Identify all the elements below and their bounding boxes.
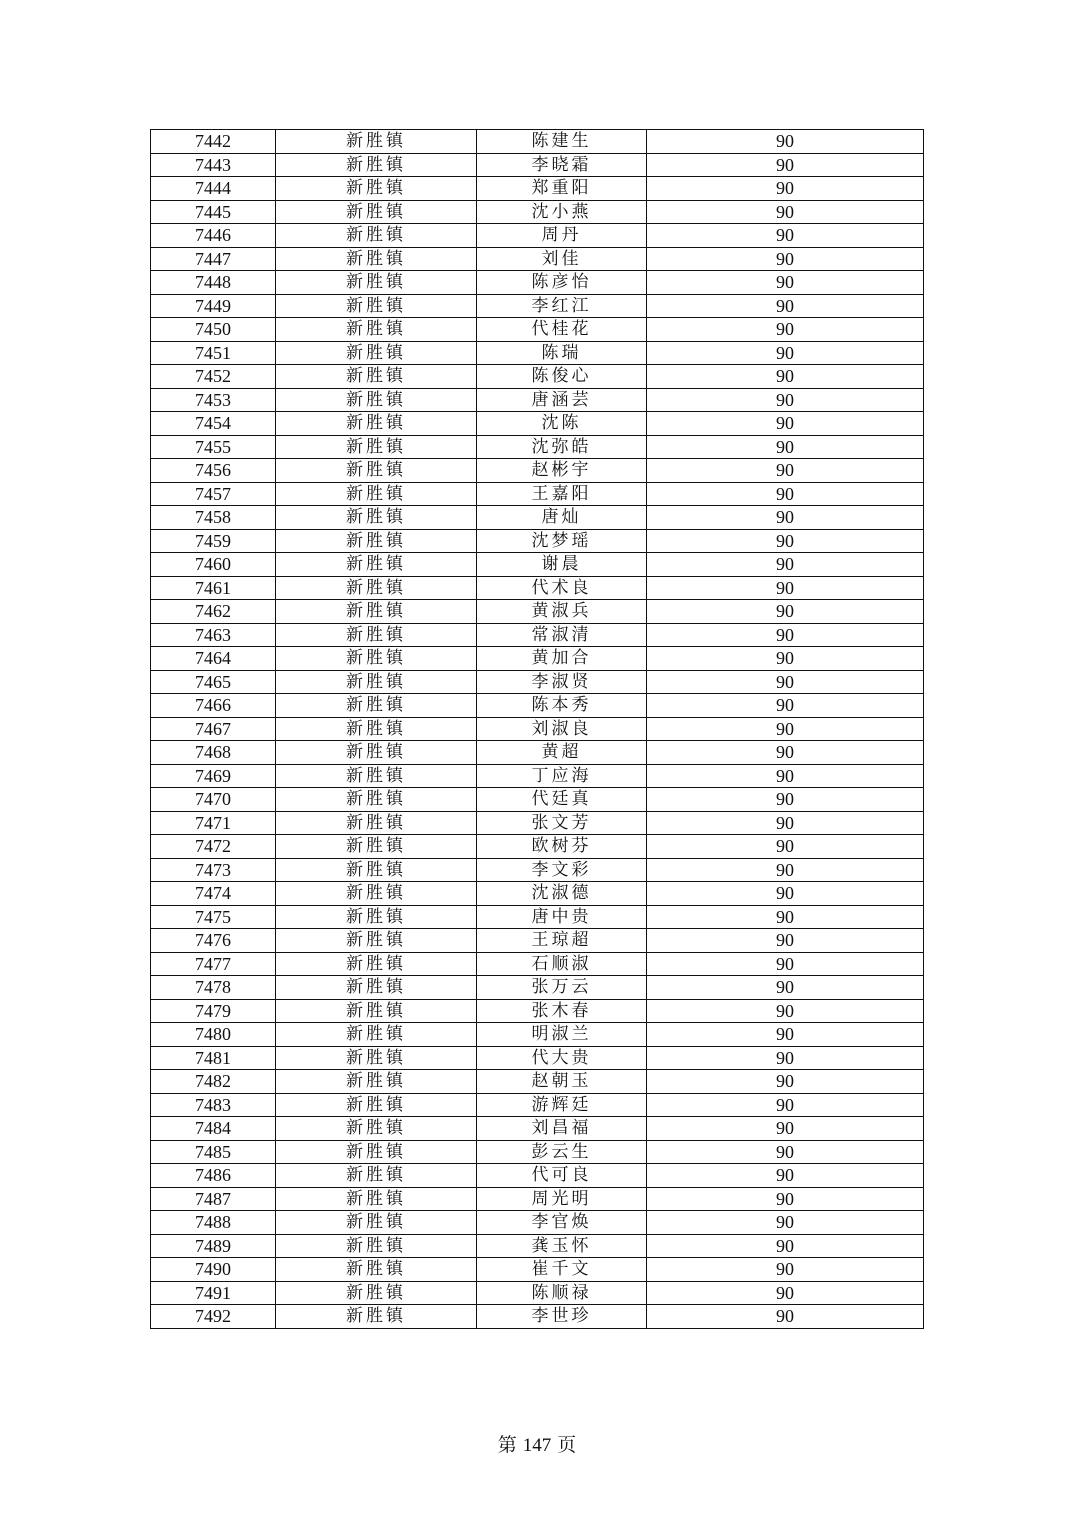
value-cell: 90 xyxy=(647,529,924,553)
row-number-cell: 7443 xyxy=(151,153,276,177)
town-cell: 新胜镇 xyxy=(276,976,477,1000)
value-cell: 90 xyxy=(647,435,924,459)
name-cell: 代大贵 xyxy=(477,1046,647,1070)
name-cell: 张文芳 xyxy=(477,811,647,835)
town-cell: 新胜镇 xyxy=(276,1046,477,1070)
table-row xyxy=(151,882,924,906)
table-row xyxy=(151,600,924,624)
row-number-cell: 7465 xyxy=(151,670,276,694)
town-cell: 新胜镇 xyxy=(276,224,477,248)
row-number-cell: 7490 xyxy=(151,1258,276,1282)
name-cell: 赵彬宇 xyxy=(477,459,647,483)
name-cell: 沈弥皓 xyxy=(477,435,647,459)
name-cell: 代可良 xyxy=(477,1164,647,1188)
row-number-cell: 7452 xyxy=(151,365,276,389)
name-cell: 张木春 xyxy=(477,999,647,1023)
row-number-cell: 7453 xyxy=(151,388,276,412)
value-cell: 90 xyxy=(647,200,924,224)
town-cell: 新胜镇 xyxy=(276,623,477,647)
town-cell: 新胜镇 xyxy=(276,1140,477,1164)
row-number-cell: 7449 xyxy=(151,294,276,318)
name-cell: 代廷真 xyxy=(477,788,647,812)
town-cell: 新胜镇 xyxy=(276,153,477,177)
value-cell: 90 xyxy=(647,271,924,295)
value-cell: 90 xyxy=(647,1093,924,1117)
value-cell: 90 xyxy=(647,412,924,436)
row-number-cell: 7467 xyxy=(151,717,276,741)
town-cell: 新胜镇 xyxy=(276,1211,477,1235)
name-cell: 李红江 xyxy=(477,294,647,318)
value-cell: 90 xyxy=(647,1187,924,1211)
table-row xyxy=(151,623,924,647)
name-cell: 唐中贵 xyxy=(477,905,647,929)
town-cell: 新胜镇 xyxy=(276,365,477,389)
table-row xyxy=(151,1164,924,1188)
town-cell: 新胜镇 xyxy=(276,553,477,577)
page-number: 147 xyxy=(522,1435,552,1456)
row-number-cell: 7469 xyxy=(151,764,276,788)
row-number-cell: 7445 xyxy=(151,200,276,224)
row-number-cell: 7444 xyxy=(151,177,276,201)
table-row xyxy=(151,741,924,765)
town-cell: 新胜镇 xyxy=(276,247,477,271)
value-cell: 90 xyxy=(647,177,924,201)
value-cell: 90 xyxy=(647,1164,924,1188)
table-row xyxy=(151,858,924,882)
table-row xyxy=(151,294,924,318)
town-cell: 新胜镇 xyxy=(276,694,477,718)
table-row xyxy=(151,1093,924,1117)
name-cell: 常淑清 xyxy=(477,623,647,647)
row-number-cell: 7454 xyxy=(151,412,276,436)
town-cell: 新胜镇 xyxy=(276,1093,477,1117)
town-cell: 新胜镇 xyxy=(276,200,477,224)
value-cell: 90 xyxy=(647,647,924,671)
town-cell: 新胜镇 xyxy=(276,600,477,624)
value-cell: 90 xyxy=(647,952,924,976)
name-cell: 明淑兰 xyxy=(477,1023,647,1047)
row-number-cell: 7471 xyxy=(151,811,276,835)
table-row xyxy=(151,459,924,483)
value-cell: 90 xyxy=(647,717,924,741)
name-cell: 欧树芬 xyxy=(477,835,647,859)
row-number-cell: 7488 xyxy=(151,1211,276,1235)
name-cell: 沈淑德 xyxy=(477,882,647,906)
table-row xyxy=(151,271,924,295)
table-row xyxy=(151,1023,924,1047)
table-row xyxy=(151,999,924,1023)
town-cell: 新胜镇 xyxy=(276,952,477,976)
row-number-cell: 7481 xyxy=(151,1046,276,1070)
name-cell: 黄淑兵 xyxy=(477,600,647,624)
town-cell: 新胜镇 xyxy=(276,130,477,154)
table-row xyxy=(151,1211,924,1235)
table-row xyxy=(151,1258,924,1282)
table-row xyxy=(151,435,924,459)
town-cell: 新胜镇 xyxy=(276,412,477,436)
name-cell: 代术良 xyxy=(477,576,647,600)
table-row xyxy=(151,247,924,271)
name-cell: 李世珍 xyxy=(477,1305,647,1329)
value-cell: 90 xyxy=(647,318,924,342)
table-row xyxy=(151,177,924,201)
town-cell: 新胜镇 xyxy=(276,882,477,906)
name-cell: 谢晨 xyxy=(477,553,647,577)
value-cell: 90 xyxy=(647,459,924,483)
table-row xyxy=(151,952,924,976)
name-cell: 李晓霜 xyxy=(477,153,647,177)
value-cell: 90 xyxy=(647,247,924,271)
table-row xyxy=(151,482,924,506)
value-cell: 90 xyxy=(647,741,924,765)
name-cell: 张万云 xyxy=(477,976,647,1000)
name-cell: 周丹 xyxy=(477,224,647,248)
row-number-cell: 7468 xyxy=(151,741,276,765)
value-cell: 90 xyxy=(647,482,924,506)
value-cell: 90 xyxy=(647,623,924,647)
name-cell: 彭云生 xyxy=(477,1140,647,1164)
table-row xyxy=(151,506,924,530)
town-cell: 新胜镇 xyxy=(276,1070,477,1094)
row-number-cell: 7480 xyxy=(151,1023,276,1047)
table-row xyxy=(151,694,924,718)
row-number-cell: 7461 xyxy=(151,576,276,600)
row-number-cell: 7463 xyxy=(151,623,276,647)
table-row xyxy=(151,576,924,600)
town-cell: 新胜镇 xyxy=(276,341,477,365)
page-footer xyxy=(0,1430,1074,1457)
name-cell: 陈建生 xyxy=(477,130,647,154)
name-cell: 沈陈 xyxy=(477,412,647,436)
town-cell: 新胜镇 xyxy=(276,271,477,295)
row-number-cell: 7457 xyxy=(151,482,276,506)
roster-table-body xyxy=(151,130,924,1329)
value-cell: 90 xyxy=(647,670,924,694)
row-number-cell: 7485 xyxy=(151,1140,276,1164)
town-cell: 新胜镇 xyxy=(276,764,477,788)
value-cell: 90 xyxy=(647,1305,924,1329)
row-number-cell: 7486 xyxy=(151,1164,276,1188)
town-cell: 新胜镇 xyxy=(276,1305,477,1329)
town-cell: 新胜镇 xyxy=(276,576,477,600)
table-row xyxy=(151,1234,924,1258)
name-cell: 陈本秀 xyxy=(477,694,647,718)
table-row xyxy=(151,1281,924,1305)
table-row xyxy=(151,929,924,953)
value-cell: 90 xyxy=(647,1281,924,1305)
name-cell: 唐涵芸 xyxy=(477,388,647,412)
row-number-cell: 7450 xyxy=(151,318,276,342)
town-cell: 新胜镇 xyxy=(276,929,477,953)
row-number-cell: 7487 xyxy=(151,1187,276,1211)
row-number-cell: 7472 xyxy=(151,835,276,859)
row-number-cell: 7473 xyxy=(151,858,276,882)
name-cell: 石顺淑 xyxy=(477,952,647,976)
value-cell: 90 xyxy=(647,882,924,906)
name-cell: 郑重阳 xyxy=(477,177,647,201)
town-cell: 新胜镇 xyxy=(276,670,477,694)
value-cell: 90 xyxy=(647,553,924,577)
table-row xyxy=(151,412,924,436)
value-cell: 90 xyxy=(647,130,924,154)
table-row xyxy=(151,365,924,389)
town-cell: 新胜镇 xyxy=(276,459,477,483)
value-cell: 90 xyxy=(647,999,924,1023)
page-footer-prefix: 第 xyxy=(497,1434,517,1456)
table-row xyxy=(151,811,924,835)
row-number-cell: 7459 xyxy=(151,529,276,553)
name-cell: 王嘉阳 xyxy=(477,482,647,506)
value-cell: 90 xyxy=(647,694,924,718)
town-cell: 新胜镇 xyxy=(276,435,477,459)
name-cell: 刘佳 xyxy=(477,247,647,271)
name-cell: 刘淑良 xyxy=(477,717,647,741)
name-cell: 黄加合 xyxy=(477,647,647,671)
value-cell: 90 xyxy=(647,976,924,1000)
value-cell: 90 xyxy=(647,1211,924,1235)
town-cell: 新胜镇 xyxy=(276,177,477,201)
row-number-cell: 7448 xyxy=(151,271,276,295)
value-cell: 90 xyxy=(647,835,924,859)
town-cell: 新胜镇 xyxy=(276,741,477,765)
value-cell: 90 xyxy=(647,365,924,389)
town-cell: 新胜镇 xyxy=(276,1187,477,1211)
value-cell: 90 xyxy=(647,388,924,412)
town-cell: 新胜镇 xyxy=(276,529,477,553)
row-number-cell: 7456 xyxy=(151,459,276,483)
town-cell: 新胜镇 xyxy=(276,858,477,882)
name-cell: 陈彦怡 xyxy=(477,271,647,295)
name-cell: 游辉廷 xyxy=(477,1093,647,1117)
value-cell: 90 xyxy=(647,858,924,882)
table-row xyxy=(151,1140,924,1164)
table-row xyxy=(151,1070,924,1094)
table-row xyxy=(151,1046,924,1070)
value-cell: 90 xyxy=(647,811,924,835)
name-cell: 龚玉怀 xyxy=(477,1234,647,1258)
table-row xyxy=(151,647,924,671)
table-row xyxy=(151,318,924,342)
name-cell: 王琼超 xyxy=(477,929,647,953)
row-number-cell: 7491 xyxy=(151,1281,276,1305)
name-cell: 唐灿 xyxy=(477,506,647,530)
town-cell: 新胜镇 xyxy=(276,294,477,318)
town-cell: 新胜镇 xyxy=(276,717,477,741)
row-number-cell: 7492 xyxy=(151,1305,276,1329)
town-cell: 新胜镇 xyxy=(276,811,477,835)
value-cell: 90 xyxy=(647,905,924,929)
name-cell: 沈梦瑶 xyxy=(477,529,647,553)
table-row xyxy=(151,670,924,694)
name-cell: 陈瑞 xyxy=(477,341,647,365)
table-row xyxy=(151,553,924,577)
name-cell: 代桂花 xyxy=(477,318,647,342)
value-cell: 90 xyxy=(647,1234,924,1258)
value-cell: 90 xyxy=(647,506,924,530)
table-row xyxy=(151,388,924,412)
value-cell: 90 xyxy=(647,341,924,365)
town-cell: 新胜镇 xyxy=(276,647,477,671)
page-footer-suffix: 页 xyxy=(557,1434,577,1456)
row-number-cell: 7482 xyxy=(151,1070,276,1094)
town-cell: 新胜镇 xyxy=(276,835,477,859)
value-cell: 90 xyxy=(647,764,924,788)
value-cell: 90 xyxy=(647,576,924,600)
row-number-cell: 7476 xyxy=(151,929,276,953)
value-cell: 90 xyxy=(647,294,924,318)
name-cell: 赵朝玉 xyxy=(477,1070,647,1094)
table-row xyxy=(151,905,924,929)
value-cell: 90 xyxy=(647,1046,924,1070)
town-cell: 新胜镇 xyxy=(276,1117,477,1141)
name-cell: 沈小燕 xyxy=(477,200,647,224)
value-cell: 90 xyxy=(647,929,924,953)
value-cell: 90 xyxy=(647,1140,924,1164)
town-cell: 新胜镇 xyxy=(276,788,477,812)
name-cell: 李文彩 xyxy=(477,858,647,882)
table-row xyxy=(151,835,924,859)
name-cell: 陈顺禄 xyxy=(477,1281,647,1305)
row-number-cell: 7478 xyxy=(151,976,276,1000)
value-cell: 90 xyxy=(647,224,924,248)
value-cell: 90 xyxy=(647,1117,924,1141)
roster-table xyxy=(150,129,924,1329)
table-row xyxy=(151,1305,924,1329)
table-row xyxy=(151,224,924,248)
value-cell: 90 xyxy=(647,788,924,812)
table-row xyxy=(151,764,924,788)
name-cell: 李官焕 xyxy=(477,1211,647,1235)
row-number-cell: 7458 xyxy=(151,506,276,530)
row-number-cell: 7451 xyxy=(151,341,276,365)
town-cell: 新胜镇 xyxy=(276,1164,477,1188)
row-number-cell: 7475 xyxy=(151,905,276,929)
row-number-cell: 7455 xyxy=(151,435,276,459)
row-number-cell: 7466 xyxy=(151,694,276,718)
row-number-cell: 7470 xyxy=(151,788,276,812)
table-row xyxy=(151,1187,924,1211)
value-cell: 90 xyxy=(647,1023,924,1047)
table-row xyxy=(151,341,924,365)
town-cell: 新胜镇 xyxy=(276,1023,477,1047)
table-row xyxy=(151,788,924,812)
town-cell: 新胜镇 xyxy=(276,1281,477,1305)
row-number-cell: 7447 xyxy=(151,247,276,271)
row-number-cell: 7442 xyxy=(151,130,276,154)
town-cell: 新胜镇 xyxy=(276,482,477,506)
town-cell: 新胜镇 xyxy=(276,388,477,412)
row-number-cell: 7462 xyxy=(151,600,276,624)
name-cell: 李淑贤 xyxy=(477,670,647,694)
row-number-cell: 7460 xyxy=(151,553,276,577)
table-row xyxy=(151,976,924,1000)
row-number-cell: 7479 xyxy=(151,999,276,1023)
name-cell: 陈俊心 xyxy=(477,365,647,389)
row-number-cell: 7483 xyxy=(151,1093,276,1117)
row-number-cell: 7484 xyxy=(151,1117,276,1141)
town-cell: 新胜镇 xyxy=(276,999,477,1023)
name-cell: 刘昌福 xyxy=(477,1117,647,1141)
row-number-cell: 7489 xyxy=(151,1234,276,1258)
town-cell: 新胜镇 xyxy=(276,905,477,929)
name-cell: 周光明 xyxy=(477,1187,647,1211)
value-cell: 90 xyxy=(647,600,924,624)
name-cell: 黄超 xyxy=(477,741,647,765)
town-cell: 新胜镇 xyxy=(276,506,477,530)
value-cell: 90 xyxy=(647,1070,924,1094)
table-row xyxy=(151,200,924,224)
row-number-cell: 7446 xyxy=(151,224,276,248)
town-cell: 新胜镇 xyxy=(276,1258,477,1282)
table-row xyxy=(151,153,924,177)
table-row xyxy=(151,1117,924,1141)
row-number-cell: 7474 xyxy=(151,882,276,906)
row-number-cell: 7464 xyxy=(151,647,276,671)
value-cell: 90 xyxy=(647,153,924,177)
town-cell: 新胜镇 xyxy=(276,318,477,342)
table-row xyxy=(151,130,924,154)
value-cell: 90 xyxy=(647,1258,924,1282)
table-row xyxy=(151,717,924,741)
table-row xyxy=(151,529,924,553)
name-cell: 崔千文 xyxy=(477,1258,647,1282)
row-number-cell: 7477 xyxy=(151,952,276,976)
town-cell: 新胜镇 xyxy=(276,1234,477,1258)
name-cell: 丁应海 xyxy=(477,764,647,788)
